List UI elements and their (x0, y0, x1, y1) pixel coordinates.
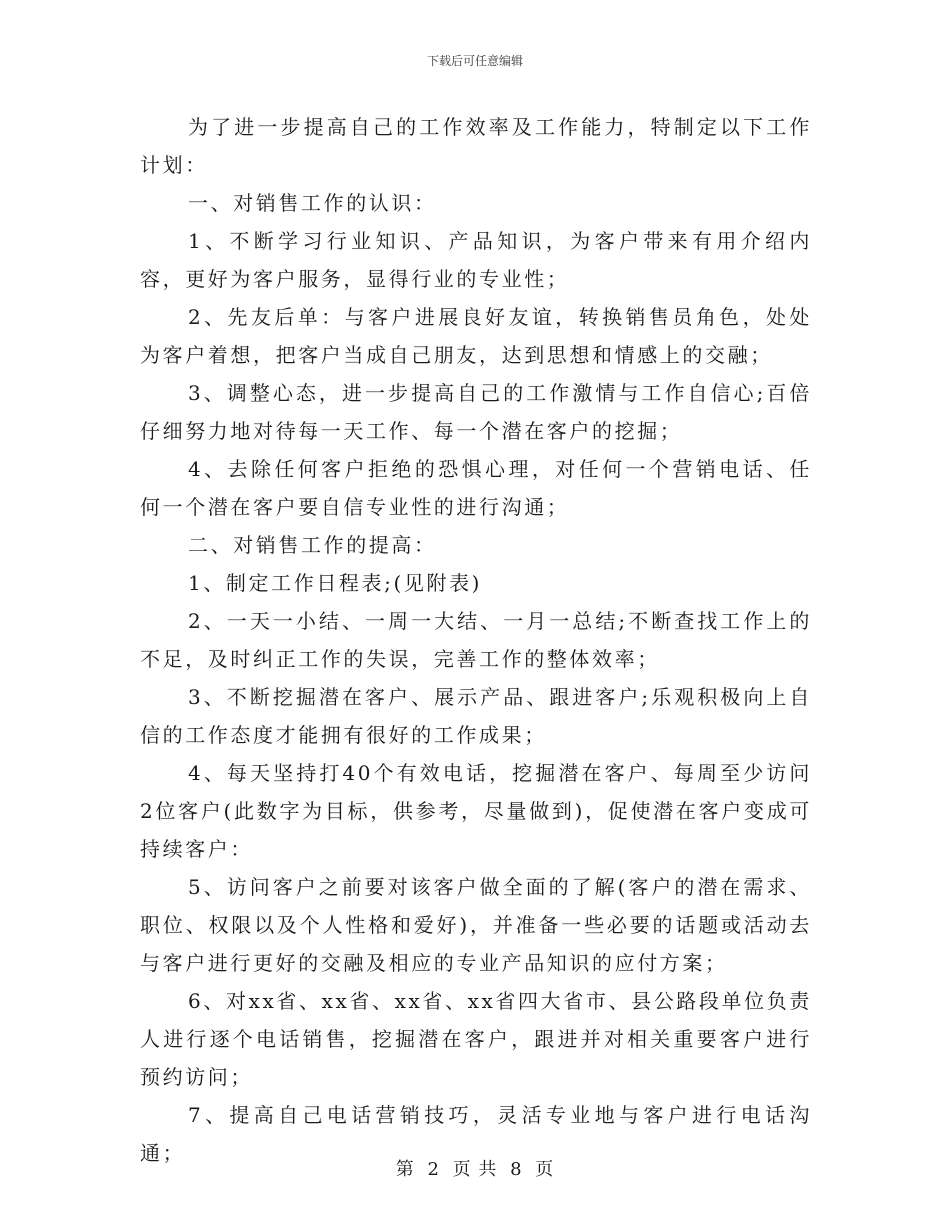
footer-label-of: 页 共 (452, 1159, 498, 1180)
list-item: 1、制定工作日程表;(见附表) (188, 571, 483, 595)
footer-current-page: 2 (427, 1159, 440, 1180)
list-item: 3、不断挖掘潜在客户、展示产品、跟进客户;乐观积极向上自信的工作态度才能拥有很好的工作成果； (140, 685, 812, 747)
list-item: 2、先友后单：与客户进展良好友谊，转换销售员角色，处处为客户着想，把客户当成自己朋友，达到思想和情感上的交融； (140, 305, 812, 367)
list-item: 1、不断学习行业知识、产品知识，为客户带来有用介绍内容，更好为客户服务，显得行业的专业性； (140, 229, 812, 291)
section-heading-2: 二、对销售工作的提高： (188, 533, 437, 557)
list-item: 4、每天坚持打40个有效电话，挖掘潜在客户、每周至少访问2位客户(此数字为目标，供参考，尽量做到)，促使潜在客户变成可持续客户： (140, 761, 812, 861)
page-header-note: 下载后可任意编辑 (426, 54, 523, 68)
list-item: 6、对xx省、xx省、xx省、xx省四大省市、县公路段单位负责人进行逐个电话销售，挖掘潜在客户，跟进并对相关重要客户进行预约访问； (140, 989, 812, 1089)
paragraph-intro: 为了进一步提高自己的工作效率及工作能力，特制定以下工作计划： (140, 115, 812, 177)
list-item: 7、提高自己电话营销技巧，灵活专业地与客户进行电话沟通； (140, 1103, 812, 1165)
section-heading-1: 一、对销售工作的认识： (188, 191, 437, 215)
list-item: 4、去除任何客户拒绝的恐惧心理，对任何一个营销电话、任何一个潜在客户要自信专业性的进行沟通； (140, 457, 812, 519)
footer-label-pages: 页 (535, 1159, 555, 1180)
footer-total-pages: 8 (510, 1159, 523, 1180)
list-item: 2、一天一小结、一周一大结、一月一总结;不断查找工作上的不足，及时纠正工作的失误，完善工作的整体效率； (140, 609, 812, 671)
page-number-footer (0, 1155, 950, 1181)
footer-label-page: 第 (395, 1159, 415, 1180)
document-body (140, 108, 812, 1172)
list-item: 3、调整心态，进一步提高自己的工作激情与工作自信心;百倍仔细努力地对待每一天工作、每一个潜在客户的挖掘； (140, 381, 812, 443)
list-item: 5、访问客户之前要对该客户做全面的了解(客户的潜在需求、职位、权限以及个人性格和爱好)，并准备一些必要的话题或活动去与客户进行更好的交融及相应的专业产品知识的应付方案； (140, 875, 812, 975)
